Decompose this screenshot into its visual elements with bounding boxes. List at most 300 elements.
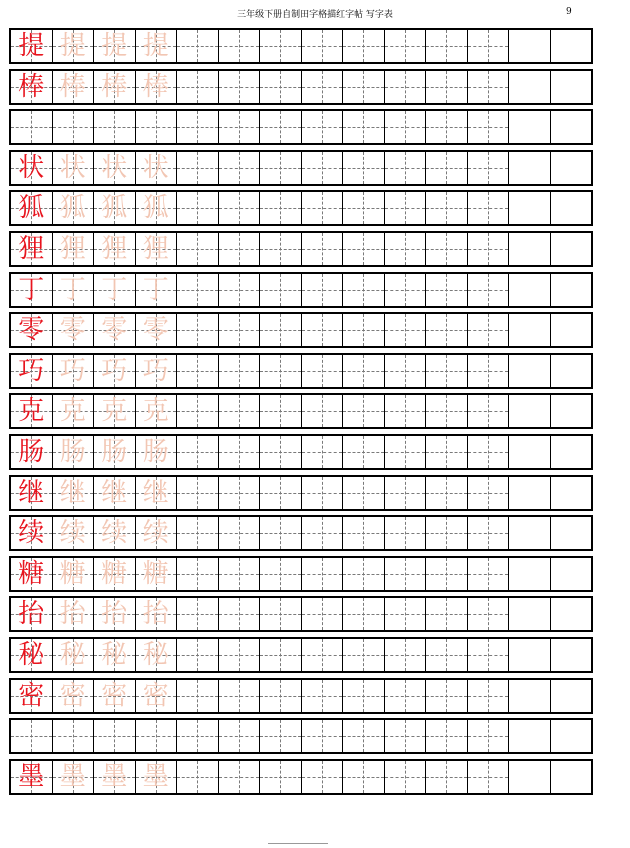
trace-character: 巧	[101, 355, 128, 386]
model-character: 继	[18, 477, 45, 508]
tian-grid-cell	[136, 477, 178, 509]
tian-grid-cell	[11, 314, 53, 346]
model-character: 状	[18, 152, 45, 183]
trace-character: 零	[101, 315, 128, 346]
trace-character: 秘	[59, 639, 86, 670]
trace-character: 克	[142, 396, 169, 427]
tian-grid-cell	[343, 558, 385, 590]
tian-grid-cell	[11, 517, 53, 549]
writing-grid	[9, 28, 593, 799]
tian-grid-cell	[219, 680, 261, 712]
tian-grid-cell	[94, 71, 136, 103]
practice-row	[9, 759, 593, 795]
tian-grid-cell	[53, 680, 95, 712]
tian-grid-cell	[343, 274, 385, 306]
tian-grid-cell	[260, 761, 302, 793]
blank-cell	[509, 436, 551, 468]
tian-grid-cell	[260, 436, 302, 468]
tian-grid-cell	[136, 395, 178, 427]
trace-character: 棒	[101, 71, 128, 102]
blank-cell	[551, 680, 592, 712]
tian-grid-cell	[468, 517, 510, 549]
page-number: 9	[566, 7, 572, 17]
tian-grid-cell	[426, 680, 468, 712]
trace-character: 狐	[142, 193, 169, 224]
tian-grid-cell	[94, 192, 136, 224]
tian-grid-cell	[53, 152, 95, 184]
blank-cell	[509, 517, 551, 549]
tian-grid-cell	[136, 152, 178, 184]
blank-cell	[509, 152, 551, 184]
trace-character: 狐	[59, 193, 86, 224]
tian-grid-cell	[385, 395, 427, 427]
trace-character: 秘	[142, 639, 169, 670]
tian-grid-cell	[343, 233, 385, 265]
tian-grid-cell	[343, 71, 385, 103]
tian-grid-cell	[53, 639, 95, 671]
tian-grid-cell	[426, 355, 468, 387]
trace-character: 肠	[101, 436, 128, 467]
tian-grid-cell	[136, 598, 178, 630]
practice-row	[9, 556, 593, 592]
trace-character: 克	[59, 396, 86, 427]
tian-grid-cell	[385, 111, 427, 143]
trace-character: 续	[59, 518, 86, 549]
blank-cell	[551, 639, 592, 671]
trace-character: 丁	[59, 274, 86, 305]
tian-grid-cell	[468, 558, 510, 590]
tian-grid-cell	[426, 477, 468, 509]
tian-grid-cell	[177, 761, 219, 793]
trace-character: 肠	[59, 436, 86, 467]
tian-grid-cell	[385, 152, 427, 184]
tian-grid-cell	[94, 314, 136, 346]
model-character: 提	[18, 31, 45, 61]
tian-grid-cell	[94, 598, 136, 630]
trace-character: 墨	[142, 761, 169, 792]
tian-grid-cell	[53, 436, 95, 468]
tian-grid-cell	[302, 558, 344, 590]
tian-grid-cell	[136, 71, 178, 103]
trace-character: 墨	[101, 761, 128, 792]
practice-row	[9, 393, 593, 429]
trace-character: 抬	[142, 599, 169, 630]
tian-grid-cell	[385, 477, 427, 509]
blank-cell	[551, 720, 592, 752]
tian-grid-cell	[219, 517, 261, 549]
tian-grid-cell	[343, 30, 385, 62]
tian-grid-cell	[468, 152, 510, 184]
blank-cell	[509, 355, 551, 387]
tian-grid-cell	[468, 355, 510, 387]
trace-character: 续	[101, 518, 128, 549]
practice-row	[9, 596, 593, 632]
trace-character: 状	[101, 152, 128, 183]
tian-grid-cell	[385, 71, 427, 103]
tian-grid-cell	[177, 152, 219, 184]
tian-grid-cell	[177, 355, 219, 387]
tian-grid-cell	[385, 517, 427, 549]
practice-row	[9, 231, 593, 267]
blank-cell	[509, 192, 551, 224]
tian-grid-cell	[385, 30, 427, 62]
model-character: 狸	[18, 233, 45, 264]
tian-grid-cell	[94, 558, 136, 590]
trace-character: 墨	[59, 761, 86, 792]
tian-grid-cell	[136, 639, 178, 671]
tian-grid-cell	[94, 680, 136, 712]
tian-grid-cell	[94, 233, 136, 265]
tian-grid-cell	[219, 71, 261, 103]
tian-grid-cell	[302, 720, 344, 752]
tian-grid-cell	[11, 192, 53, 224]
tian-grid-cell	[53, 71, 95, 103]
blank-cell	[509, 233, 551, 265]
tian-grid-cell	[260, 720, 302, 752]
tian-grid-cell	[343, 639, 385, 671]
tian-grid-cell	[385, 680, 427, 712]
tian-grid-cell	[11, 355, 53, 387]
trace-character: 零	[59, 315, 86, 346]
trace-character: 肠	[142, 436, 169, 467]
trace-character: 零	[142, 315, 169, 346]
tian-grid-cell	[426, 314, 468, 346]
tian-grid-cell	[343, 720, 385, 752]
trace-character: 续	[142, 518, 169, 549]
tian-grid-cell	[219, 639, 261, 671]
model-character: 肠	[18, 436, 45, 467]
tian-grid-cell	[468, 477, 510, 509]
tian-grid-cell	[219, 395, 261, 427]
tian-grid-cell	[177, 517, 219, 549]
tian-grid-cell	[177, 598, 219, 630]
trace-character: 提	[59, 31, 86, 61]
tian-grid-cell	[94, 395, 136, 427]
model-character: 密	[18, 680, 45, 711]
tian-grid-cell	[468, 639, 510, 671]
blank-cell	[509, 680, 551, 712]
tian-grid-cell	[53, 761, 95, 793]
tian-grid-cell	[343, 355, 385, 387]
tian-grid-cell	[343, 395, 385, 427]
blank-cell	[509, 274, 551, 306]
blank-cell	[551, 30, 592, 62]
blank-cell	[551, 395, 592, 427]
tian-grid-cell	[260, 598, 302, 630]
practice-row	[9, 678, 593, 714]
trace-character: 丁	[142, 274, 169, 305]
tian-grid-cell	[385, 436, 427, 468]
tian-grid-cell	[302, 152, 344, 184]
blank-cell	[509, 558, 551, 590]
tian-grid-cell	[136, 111, 178, 143]
tian-grid-cell	[136, 274, 178, 306]
tian-grid-cell	[219, 192, 261, 224]
tian-grid-cell	[426, 720, 468, 752]
tian-grid-cell	[94, 152, 136, 184]
tian-grid-cell	[426, 761, 468, 793]
tian-grid-cell	[343, 436, 385, 468]
tian-grid-cell	[468, 761, 510, 793]
tian-grid-cell	[11, 395, 53, 427]
blank-cell	[509, 30, 551, 62]
tian-grid-cell	[136, 680, 178, 712]
tian-grid-cell	[260, 477, 302, 509]
trace-character: 继	[101, 477, 128, 508]
tian-grid-cell	[343, 517, 385, 549]
blank-cell	[551, 111, 592, 143]
practice-row	[9, 312, 593, 348]
tian-grid-cell	[11, 274, 53, 306]
tian-grid-cell	[302, 233, 344, 265]
tian-grid-cell	[11, 111, 53, 143]
tian-grid-cell	[302, 680, 344, 712]
tian-grid-cell	[136, 314, 178, 346]
tian-grid-cell	[53, 558, 95, 590]
trace-character: 提	[142, 31, 169, 61]
practice-row	[9, 190, 593, 226]
tian-grid-cell	[343, 477, 385, 509]
tian-grid-cell	[94, 720, 136, 752]
tian-grid-cell	[302, 111, 344, 143]
blank-cell	[509, 477, 551, 509]
tian-grid-cell	[260, 152, 302, 184]
model-character: 棒	[18, 71, 45, 102]
tian-grid-cell	[468, 30, 510, 62]
tian-grid-cell	[219, 111, 261, 143]
tian-grid-cell	[53, 314, 95, 346]
tian-grid-cell	[53, 517, 95, 549]
tian-grid-cell	[468, 71, 510, 103]
tian-grid-cell	[177, 436, 219, 468]
tian-grid-cell	[53, 477, 95, 509]
practice-row	[9, 515, 593, 551]
tian-grid-cell	[94, 761, 136, 793]
tian-grid-cell	[260, 314, 302, 346]
tian-grid-cell	[468, 314, 510, 346]
tian-grid-cell	[94, 477, 136, 509]
tian-grid-cell	[219, 477, 261, 509]
tian-grid-cell	[426, 111, 468, 143]
tian-grid-cell	[426, 71, 468, 103]
tian-grid-cell	[426, 436, 468, 468]
tian-grid-cell	[260, 517, 302, 549]
blank-cell	[509, 314, 551, 346]
tian-grid-cell	[219, 761, 261, 793]
tian-grid-cell	[53, 395, 95, 427]
blank-cell	[551, 436, 592, 468]
blank-cell	[551, 558, 592, 590]
blank-cell	[509, 639, 551, 671]
trace-character: 糖	[142, 558, 169, 589]
page-title: 三年级下册自制田字格描红字帖 写字表	[237, 10, 393, 20]
blank-cell	[509, 111, 551, 143]
tian-grid-cell	[468, 436, 510, 468]
tian-grid-cell	[260, 558, 302, 590]
model-character: 抬	[18, 599, 45, 630]
tian-grid-cell	[177, 477, 219, 509]
trace-character: 密	[142, 680, 169, 711]
tian-grid-cell	[177, 30, 219, 62]
tian-grid-cell	[136, 517, 178, 549]
tian-grid-cell	[468, 192, 510, 224]
tian-grid-cell	[302, 436, 344, 468]
tian-grid-cell	[468, 274, 510, 306]
practice-row	[9, 434, 593, 470]
tian-grid-cell	[260, 355, 302, 387]
trace-character: 秘	[101, 639, 128, 670]
blank-cell	[509, 720, 551, 752]
tian-grid-cell	[385, 192, 427, 224]
tian-grid-cell	[136, 558, 178, 590]
tian-grid-cell	[385, 598, 427, 630]
trace-character: 抬	[101, 599, 128, 630]
tian-grid-cell	[468, 680, 510, 712]
tian-grid-cell	[177, 233, 219, 265]
trace-character: 丁	[101, 274, 128, 305]
tian-grid-cell	[177, 111, 219, 143]
trace-character: 抬	[59, 599, 86, 630]
tian-grid-cell	[260, 233, 302, 265]
model-character: 巧	[18, 355, 45, 386]
tian-grid-cell	[177, 71, 219, 103]
practice-row	[9, 69, 593, 105]
trace-character: 棒	[142, 71, 169, 102]
tian-grid-cell	[426, 639, 468, 671]
tian-grid-cell	[302, 355, 344, 387]
trace-character: 密	[101, 680, 128, 711]
tian-grid-cell	[302, 395, 344, 427]
tian-grid-cell	[260, 111, 302, 143]
blank-cell	[551, 598, 592, 630]
tian-grid-cell	[136, 720, 178, 752]
tian-grid-cell	[302, 639, 344, 671]
blank-cell	[509, 761, 551, 793]
tian-grid-cell	[260, 680, 302, 712]
tian-grid-cell	[426, 395, 468, 427]
model-character: 墨	[18, 761, 45, 792]
tian-grid-cell	[385, 314, 427, 346]
tian-grid-cell	[177, 314, 219, 346]
tian-grid-cell	[177, 720, 219, 752]
tian-grid-cell	[260, 274, 302, 306]
trace-character: 狐	[101, 193, 128, 224]
tian-grid-cell	[94, 639, 136, 671]
practice-row	[9, 272, 593, 308]
trace-character: 继	[59, 477, 86, 508]
tian-grid-cell	[94, 274, 136, 306]
tian-grid-cell	[426, 558, 468, 590]
tian-grid-cell	[260, 395, 302, 427]
trace-character: 巧	[59, 355, 86, 386]
blank-cell	[551, 274, 592, 306]
blank-cell	[551, 355, 592, 387]
tian-grid-cell	[343, 111, 385, 143]
practice-row	[9, 353, 593, 389]
tian-grid-cell	[177, 274, 219, 306]
tian-grid-cell	[302, 477, 344, 509]
blank-cell	[551, 192, 592, 224]
tian-grid-cell	[53, 355, 95, 387]
tian-grid-cell	[302, 517, 344, 549]
tian-grid-cell	[136, 192, 178, 224]
tian-grid-cell	[94, 436, 136, 468]
tian-grid-cell	[468, 598, 510, 630]
model-character: 糖	[18, 558, 45, 589]
footer-divider	[268, 843, 328, 846]
tian-grid-cell	[385, 639, 427, 671]
trace-character: 棒	[59, 71, 86, 102]
tian-grid-cell	[94, 355, 136, 387]
trace-character: 糖	[59, 558, 86, 589]
tian-grid-cell	[11, 152, 53, 184]
blank-cell	[551, 233, 592, 265]
tian-grid-cell	[219, 598, 261, 630]
tian-grid-cell	[11, 639, 53, 671]
tian-grid-cell	[219, 233, 261, 265]
tian-grid-cell	[385, 233, 427, 265]
tian-grid-cell	[11, 436, 53, 468]
tian-grid-cell	[53, 111, 95, 143]
trace-character: 提	[101, 31, 128, 61]
tian-grid-cell	[468, 720, 510, 752]
tian-grid-cell	[11, 558, 53, 590]
tian-grid-cell	[219, 436, 261, 468]
tian-grid-cell	[219, 314, 261, 346]
tian-grid-cell	[11, 761, 53, 793]
tian-grid-cell	[53, 30, 95, 62]
tian-grid-cell	[426, 517, 468, 549]
tian-grid-cell	[219, 720, 261, 752]
tian-grid-cell	[136, 355, 178, 387]
tian-grid-cell	[177, 192, 219, 224]
model-character: 丁	[18, 274, 45, 305]
tian-grid-cell	[53, 274, 95, 306]
tian-grid-cell	[302, 274, 344, 306]
tian-grid-cell	[177, 639, 219, 671]
tian-grid-cell	[426, 192, 468, 224]
tian-grid-cell	[94, 517, 136, 549]
blank-cell	[551, 477, 592, 509]
tian-grid-cell	[219, 274, 261, 306]
blank-cell	[509, 71, 551, 103]
blank-cell	[551, 517, 592, 549]
tian-grid-cell	[260, 71, 302, 103]
tian-grid-cell	[94, 30, 136, 62]
tian-grid-cell	[343, 192, 385, 224]
tian-grid-cell	[219, 152, 261, 184]
blank-cell	[551, 314, 592, 346]
tian-grid-cell	[11, 71, 53, 103]
tian-grid-cell	[53, 720, 95, 752]
tian-grid-cell	[136, 761, 178, 793]
tian-grid-cell	[177, 395, 219, 427]
tian-grid-cell	[426, 598, 468, 630]
model-character: 克	[18, 396, 45, 427]
tian-grid-cell	[343, 598, 385, 630]
tian-grid-cell	[136, 436, 178, 468]
tian-grid-cell	[385, 558, 427, 590]
tian-grid-cell	[260, 639, 302, 671]
tian-grid-cell	[53, 192, 95, 224]
model-character: 零	[18, 315, 45, 346]
trace-character: 狸	[59, 233, 86, 264]
trace-character: 糖	[101, 558, 128, 589]
blank-cell	[551, 152, 592, 184]
tian-grid-cell	[219, 355, 261, 387]
tian-grid-cell	[343, 152, 385, 184]
practice-row	[9, 150, 593, 186]
